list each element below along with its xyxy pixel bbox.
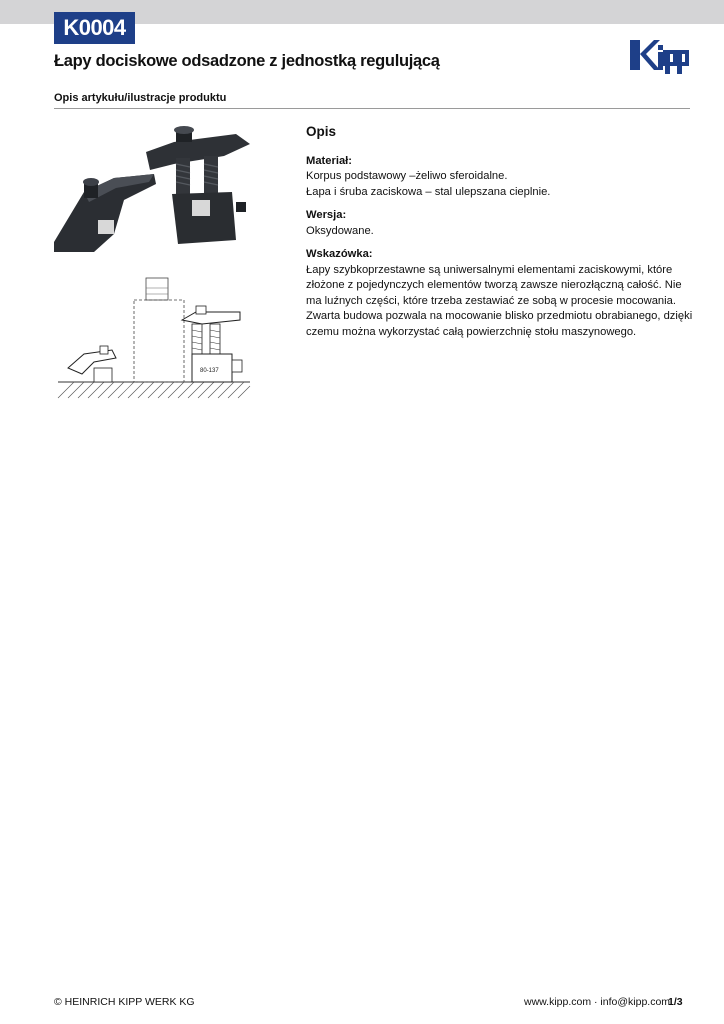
- product-photo: [54, 122, 254, 254]
- section-subheading: Opis artykułu/ilustracje produktu: [54, 92, 227, 104]
- version-block: [306, 208, 698, 239]
- footer-copyright: © HEINRICH KIPP WERK KG: [54, 996, 195, 1008]
- product-code-badge: K0004: [54, 12, 135, 44]
- description-heading: Opis: [306, 124, 337, 139]
- drawing-label: 80-137: [200, 368, 219, 374]
- note-label: Wskazówka:: [306, 248, 373, 260]
- material-line-1: Korpus podstawowy –żeliwo sferoidalne.: [306, 170, 508, 182]
- material-block: [306, 154, 698, 201]
- note-text: Łapy szybkoprzestawne są uniwersalnymi elementami zaciskowymi, które złożone z pojedynczych elementów tworzą zawsze nierozłączną całość. Nie ma luźnych części, które trzeba zestawiać ze sobą w procesie mocowania. Zwarta budowa pozwala na mocowanie blisko przedmiotu obrabianego, dzięki czemu można wykorzystać całą powierzchnię stołu maszynowego.: [306, 263, 693, 338]
- kipp-logo: [630, 36, 690, 74]
- description-section: [306, 124, 698, 348]
- note-block: [306, 247, 698, 340]
- material-label: Materiał:: [306, 154, 353, 167]
- technical-drawing: [54, 258, 254, 400]
- divider: [54, 108, 690, 109]
- page-title: Łapy dociskowe odsadzone z jednostką regulującą: [54, 52, 440, 70]
- version-text: Oksydowane.: [306, 224, 374, 237]
- footer-contact: www.kipp.com · info@kipp.com: [524, 996, 671, 1008]
- page-number: 1/3: [668, 996, 683, 1008]
- version-label: Wersja:: [306, 209, 347, 221]
- material-line-2: Łapa i śruba zaciskowa – stal ulepszana cieplnie.: [306, 185, 551, 198]
